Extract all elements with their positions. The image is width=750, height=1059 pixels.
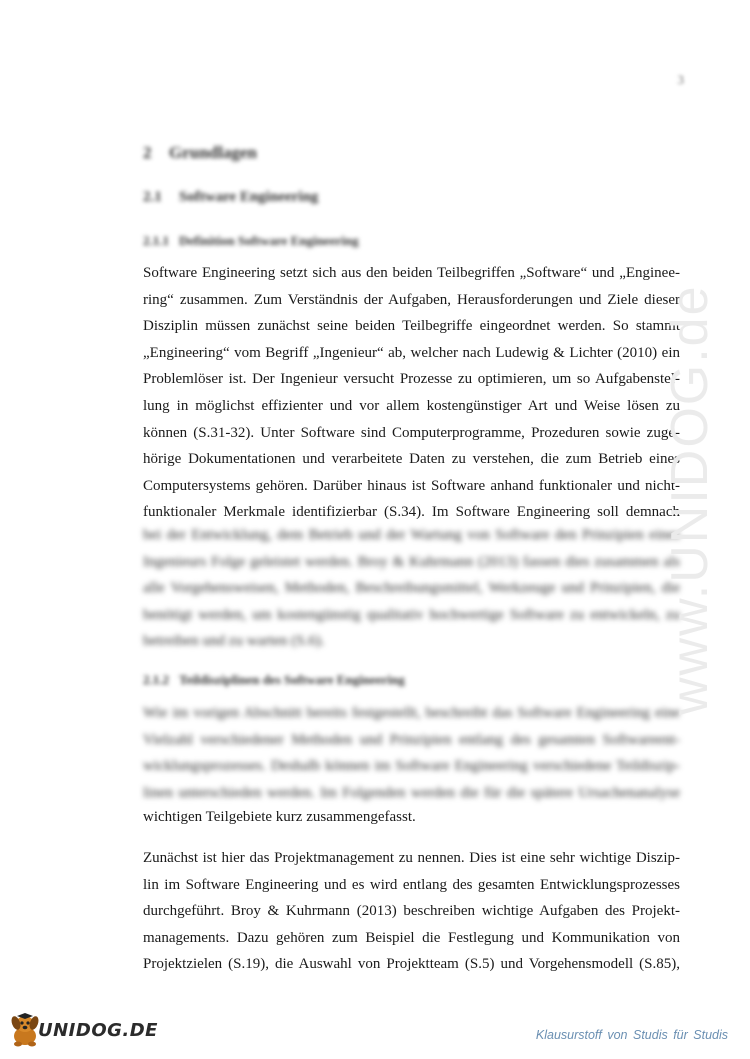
text-line: ring“ zusammen. Zum Verständnis der Aufgaben, Herausforderungen und Ziele dieser xyxy=(143,291,680,308)
footer-tagline: Klausurstoff von Studis für Studis xyxy=(535,1028,728,1042)
blurred-text-line: alle Vorgehensweisen, Methoden, Beschreibungsmittel, Werkzeuge und Prinzipien, die xyxy=(143,580,680,597)
text-line: wichtigen Teilgebiete kurz zusammengefasst. xyxy=(143,809,416,825)
blurred-text-line: benötigt werden, um kostengünstig qualitativ hochwertige Software zu entwickeln, zu xyxy=(143,606,680,623)
text-line: managements. Dazu gehören zum Beispiel die Festlegung und Kommunikation von xyxy=(143,929,680,946)
text-line: Projektzielen (S.19), die Auswahl von Projektteam (S.5) und Vorgehensmodell (S.85), xyxy=(143,956,680,973)
chapter-heading xyxy=(143,143,643,163)
paragraph-teildisziplinen-blurred xyxy=(143,700,680,806)
paragraph-definition xyxy=(143,260,680,526)
watermark: www.UNIDOG.de xyxy=(661,284,719,716)
subsection-number: 2.1.1 xyxy=(143,233,169,248)
dog-icon xyxy=(8,1012,42,1048)
text-line: können (S.31-32). Unter Software sind Computerprogramme, Prozeduren sowie zuge- xyxy=(143,424,680,441)
text-line: durchgeführt. Broy & Kuhrmann (2013) beschreiben wichtige Aufgaben des Projekt- xyxy=(143,903,680,920)
text-line: Computersystems gehören. Darüber hinaus ist Software anhand funktionaler und nicht- xyxy=(143,477,680,494)
section-title: Software Engineering xyxy=(179,189,319,205)
blurred-text-line: wicklungsprozesses. Deshalb können im Software Engineering verschiedene Teildiszip- xyxy=(143,758,680,775)
chapter-title: Grundlagen xyxy=(169,143,257,162)
subsection-title: Teildisziplinen des Software Engineering xyxy=(179,672,405,687)
subsection-title: Definition Software Engineering xyxy=(179,233,359,248)
section-heading xyxy=(143,189,643,206)
page-number: 3 xyxy=(677,72,684,87)
unidog-logo[interactable] xyxy=(8,1010,158,1050)
blurred-text-line: Wie im vorigen Abschnitt bereits festgestellt, beschreibt das Software Engineering eine xyxy=(143,705,680,721)
paragraph-projektmanagement xyxy=(143,845,680,978)
text-line: Problemlöser ist. Der Ingenieur versucht Prozesse zu optimieren, um so Aufgabenstel- xyxy=(143,371,680,388)
text-line: „Engineering“ vom Begriff „Ingenieur“ ab, welcher nach Ludewig & Lichter (2010) ein xyxy=(143,344,680,361)
text-line: hörige Dokumentationen und verarbeitete Daten zu verstehen, die zum Betrieb eines xyxy=(143,451,680,468)
chapter-number: 2 xyxy=(143,143,152,162)
logo-text: UNIDOG.DE xyxy=(38,1019,158,1041)
blurred-text-line: Ingenieurs Folge geleistet werden. Broy & Kuhrmann (2013) fassen dies zusammen als xyxy=(143,553,680,570)
section-number: 2.1 xyxy=(143,189,162,205)
text-line: lin im Software Engineering und es wird entlang des gesamten Entwicklungsprozesses xyxy=(143,876,680,893)
blurred-text-line: betreiben und zu warten (S.6). xyxy=(143,633,325,650)
subsection-number: 2.1.2 xyxy=(143,672,169,687)
text-line: funktionaler Merkmale identifizierbar (S.34). Im Software Engineering soll demnach xyxy=(143,504,680,521)
text-line: Disziplin müssen zunächst seine beiden Teilbegriffe eingeordnet werden. So stammt xyxy=(143,318,680,335)
text-line: lung in möglichst effizienter und vor allem kostengünstiger Art und Weise lösen zu xyxy=(143,397,680,414)
subsection-heading-definition xyxy=(143,233,643,249)
blurred-text-line: Vielzahl verschiedener Methoden und Prinzipien entlang des gesamten Softwareent- xyxy=(143,731,680,748)
subsection-heading-teildisziplinen xyxy=(143,672,643,688)
text-line: Zunächst ist hier das Projektmanagement zu nennen. Dies ist eine sehr wichtige Diszip- xyxy=(143,850,680,866)
paragraph-definition-blurred xyxy=(143,522,680,655)
text-line: Software Engineering setzt sich aus den beiden Teilbegriffen „Software“ und „Enginee- xyxy=(143,265,680,281)
blurred-text-line: linen unterschieden werden. Im Folgenden werden die für die spätere Ursachenanalyse xyxy=(143,784,680,801)
paragraph-teildisziplinen-end xyxy=(143,804,680,831)
blurred-text-line: bei der Entwicklung, dem Betrieb und der Wartung von Software den Prinzipien eines xyxy=(143,527,680,543)
